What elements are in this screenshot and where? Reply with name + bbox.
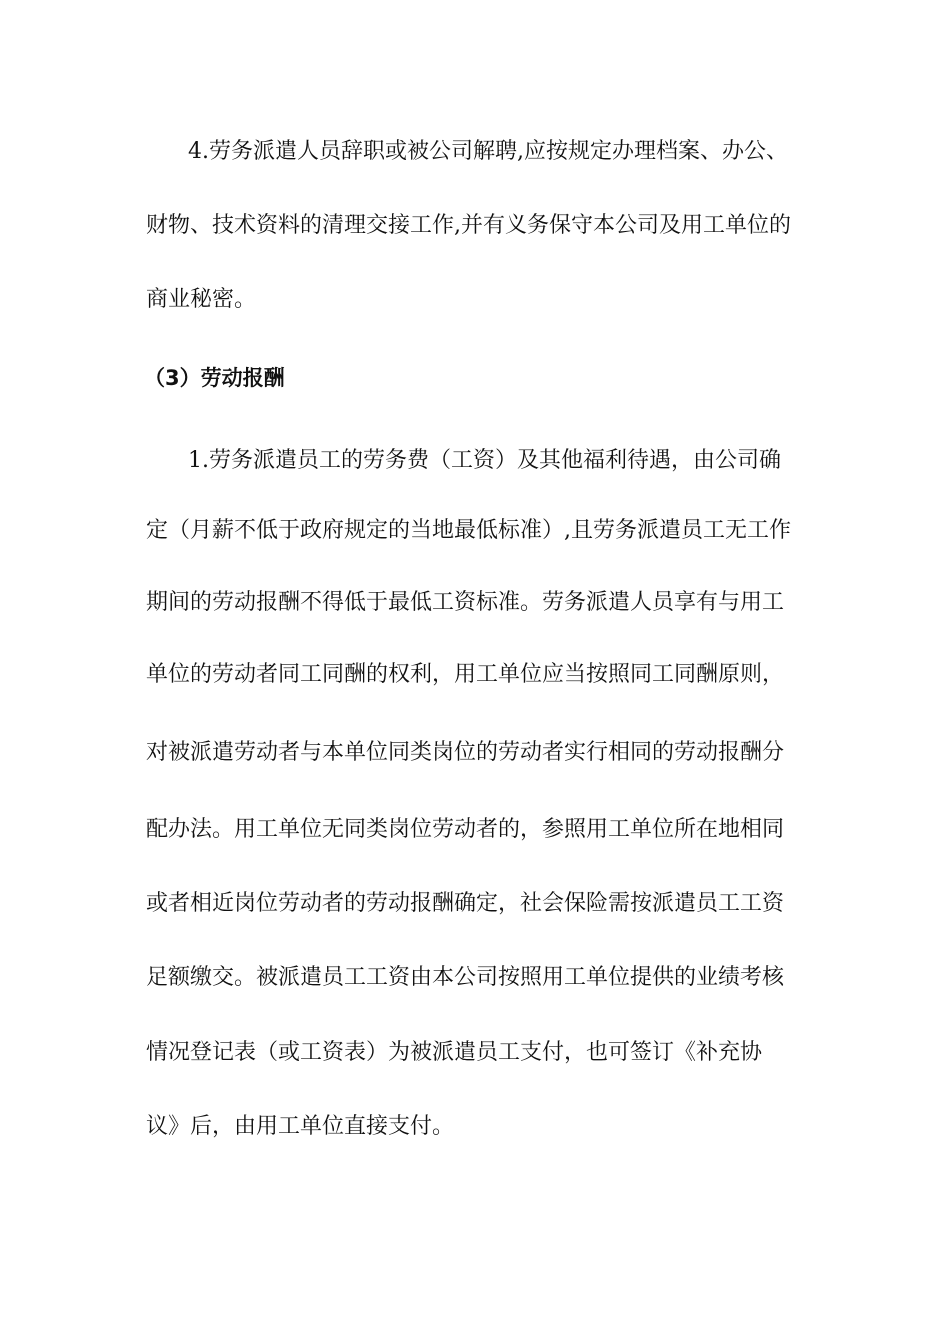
paragraph-line: 议》后，由用工单位直接支付。 — [146, 1114, 455, 1139]
paragraph-line: 单位的劳动者同工同酬的权利，用工单位应当按照同工同酬原则， — [146, 662, 785, 687]
paragraph-line: 对被派遣劳动者与本单位同类岗位的劳动者实行相同的劳动报酬分 — [146, 740, 785, 765]
paragraph-line: 或者相近岗位劳动者的劳动报酬确定，社会保险需按派遣员工工资 — [146, 891, 785, 916]
paragraph-line: 商业秘密。 — [146, 287, 257, 312]
paragraph-line: 配办法。用工单位无同类岗位劳动者的，参照用工单位所在地相同 — [146, 817, 785, 842]
paragraph-line: 1.劳务派遣员工的劳务费（工资）及其他福利待遇，由公司确 — [188, 448, 781, 473]
paragraph-line: 情况登记表（或工资表）为被派遣员工支付，也可签订《补充协 — [146, 1040, 763, 1065]
paragraph-line: 4.劳务派遣人员辞职或被公司解聘,应按规定办理档案、办公、 — [188, 139, 788, 164]
paragraph-line: 期间的劳动报酬不得低于最低工资标准。劳务派遣人员享有与用工 — [146, 590, 785, 615]
paragraph-line: 定（月薪不低于政府规定的当地最低标准）,且劳务派遣员工无工作 — [146, 518, 791, 543]
paragraph-line: 足额缴交。被派遣员工工资由本公司按照用工单位提供的业绩考核 — [146, 965, 785, 990]
paragraph-line: 财物、技术资料的清理交接工作,并有义务保守本公司及用工单位的 — [146, 213, 791, 238]
section-heading: （3）劳动报酬 — [144, 366, 285, 390]
